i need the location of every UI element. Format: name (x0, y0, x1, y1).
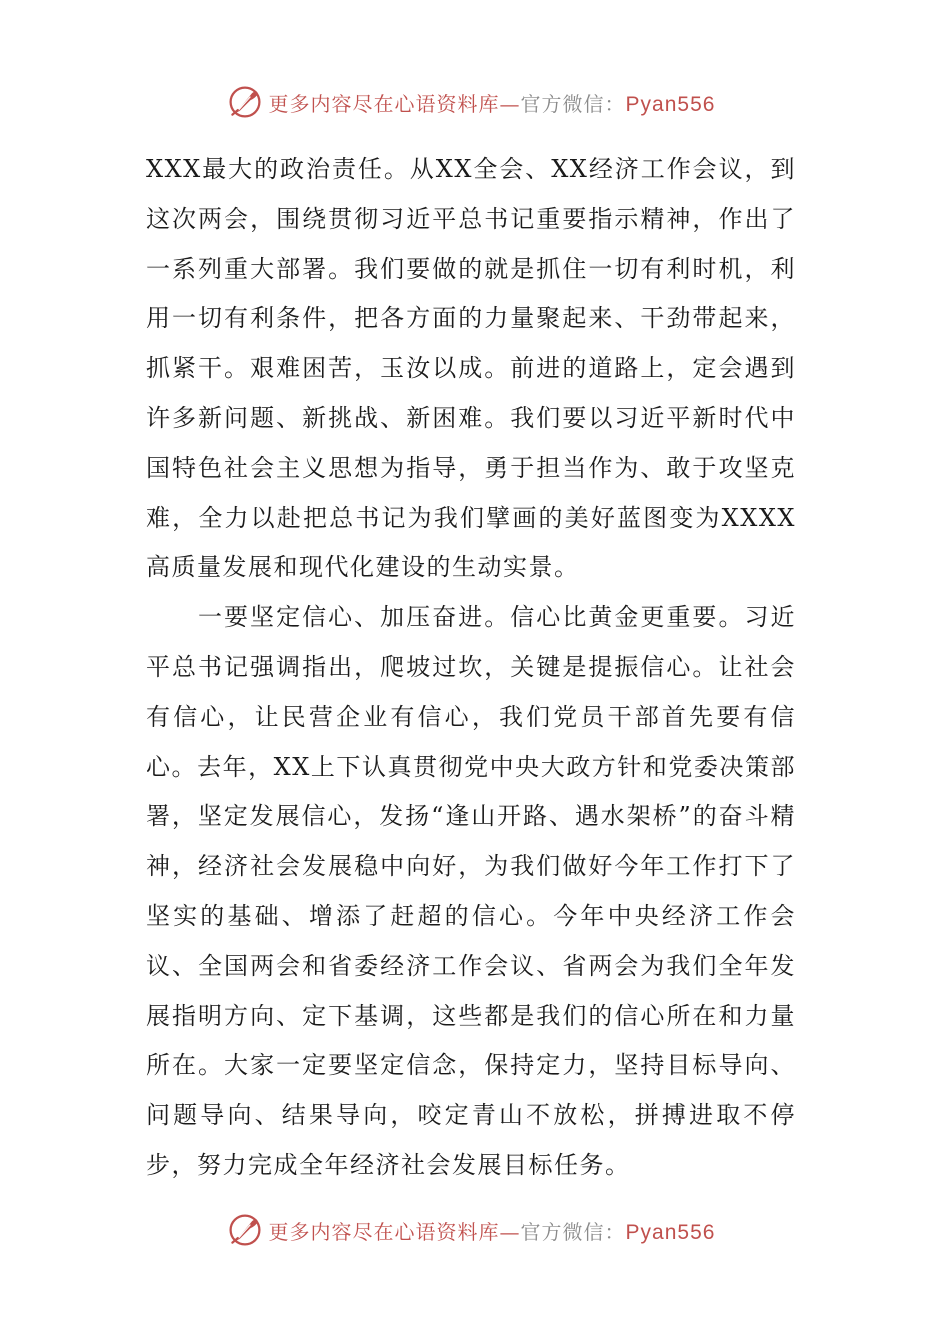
paragraph-1: XXX最大的政治责任。从XX全会、XX经济工作会议，到这次两会，围绕贯彻习近平总书记重要指示精神，作出了一系列重大部署。我们要做的就是抓住一切有利时机，利用一切有利条件，把各方面的力量聚起来、干劲带起来，抓紧干。艰难困苦，玉汝以成。前进的道路上，定会遇到许多新问题、新挑战、新困难。我们要以习近平新时代中国特色社会主义思想为指导，勇于担当作为、敢于攻坚克难，全力以赴把总书记为我们擘画的美好蓝图变为XXXX高质量发展和现代化建设的生动实景。 (146, 155, 796, 582)
banner-wechat-label: 官方微信： (520, 1219, 626, 1244)
banner-text (269, 88, 716, 117)
banner-main-text: 更多内容尽在心语资料库 (268, 1219, 500, 1244)
banner-wechat-label: 官方微信： (520, 91, 626, 116)
quill-logo-icon (227, 1212, 263, 1248)
paragraph-2: 一要坚定信心、加压奋进。信心比黄金更重要。习近平总书记强调指出，爬坡过坎，关键是提振信心。让社会有信心，让民营企业有信心，我们党员干部首先要有信心。去年，XX上下认真贯彻党中央大政方针和党委决策部署，坚定发展信心，发扬“逢山开路、遇水架桥”的奋斗精神，经济社会发展稳中向好，为我们做好今年工作打下了坚实的基础、增添了赶超的信心。今年中央经济工作会议、全国两会和省委经济工作会议、省两会为我们全年发展指明方向、定下基调，这些都是我们的信心所在和力量所在。大家一定要坚定信念，保持定力，坚持目标导向、问题导向、结果导向，咬定青山不放松，拼搏进取不停步，努力完成全年经济社会发展目标任务。 (146, 603, 796, 1179)
banner-wechat-id: Pyan556 (625, 92, 716, 116)
banner-text (269, 1216, 716, 1245)
banner-main-text: 更多内容尽在心语资料库 (268, 91, 500, 116)
banner-dash: — (499, 91, 521, 116)
footer-banner (0, 1208, 950, 1252)
quill-logo-icon (227, 84, 263, 120)
document-body (146, 145, 796, 1191)
banner-wechat-id: Pyan556 (625, 1220, 716, 1244)
banner-dash: — (499, 1219, 521, 1244)
header-banner (0, 80, 950, 124)
